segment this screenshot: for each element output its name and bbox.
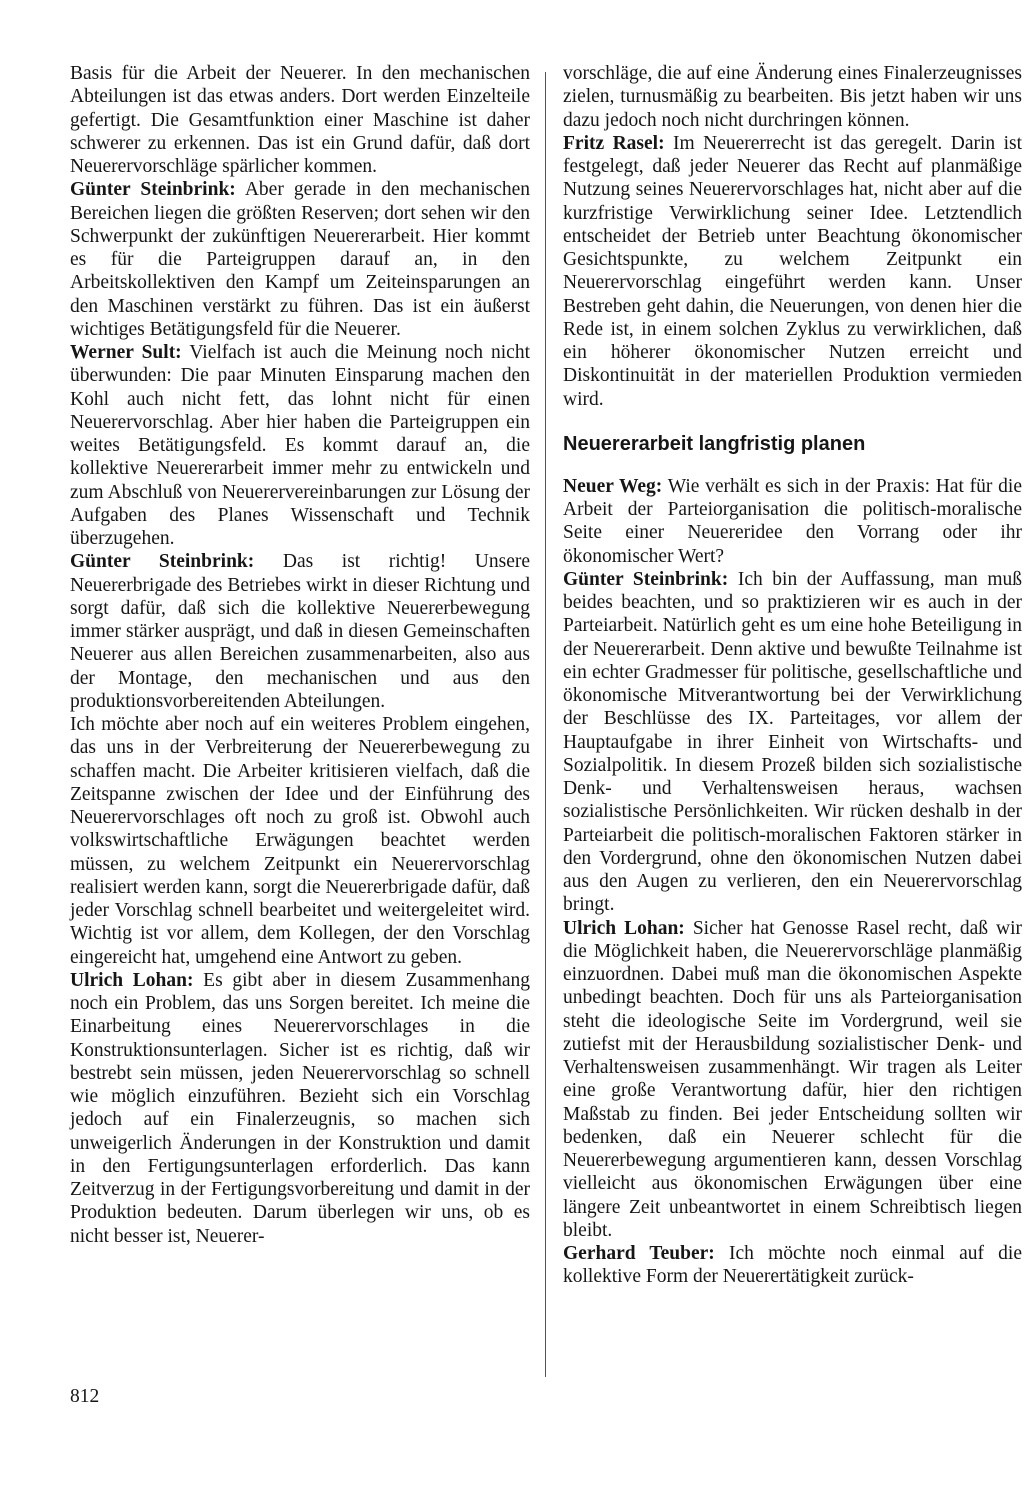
paragraph — [563, 917, 1022, 1243]
speaker-name: Ulrich Lohan: — [563, 917, 685, 939]
paragraph — [563, 132, 1022, 411]
paragraph-text: Es gibt aber in diesem Zusammenhang noch ein Problem, das uns Sorgen bereitet. Ich meine die Einarbeitung eines Neuerervorschlages in die Konstruktionsunterlagen. Sicher ist es richtig, daß wir bestrebt sein müssen, jeden Neuerervorschlag so schnell wie möglich einzuführen. Bezieht sich ein Vorschlag jedoch auf ein Finalerzeugnis, so machen sich unweigerlich Änderungen in der Konstruktion und damit in den Fertigungsunterlagen erforderlich. Das kann Zeitverzug in der Fertigungsvorbereitung und damit in der Produktion bedeuten. Darum überlegen wir uns, ob es nicht besser ist, Neuerer- — [70, 969, 531, 1247]
paragraph — [563, 62, 1022, 132]
speaker-name: Fritz Rasel: — [563, 132, 665, 154]
speaker-name: Werner Sult: — [70, 342, 182, 363]
paragraph — [563, 568, 1022, 917]
paragraph-text: Sicher hat Genosse Rasel recht, daß wir die Möglichkeit haben, die Neuerervorschläge planmäßig einzuordnen. Dabei muß man die ökonomischen Aspekte unbedingt beachten. Doch für uns als Parteiorganisation steht die ideologische Seite im Vordergrund, weil sie zutiefst mit der Herausbildung sozialistischer Denk- und Verhaltensweisen zusammenhängt. Wir tragen als Leiter eine große Verantwortung dafür, hier den richtigen Maßstab zu finden. Bei jeder Entscheidung sollten wir bedenken, daß ein Neuerer schlecht für die Neuererbewegung argumentieren kann, dessen Vorschlag vielleicht aus ökonomischen Erwägungen über eine längere Zeit unbeantwortet in einem Schreibtisch liegen bleibt. — [563, 917, 1023, 1241]
paragraph-text: Ich möchte aber noch auf ein weiteres Problem eingehen, das uns in der Verbreiterung der Neuererbewegung zu schaffen macht. Die Arbeiter kritisieren vielfach, daß die Zeitspanne zwischen der Idee und der Einführung des Neuerervorschlages oft noch zu groß ist. Obwohl auch volkswirtschaftliche Erwägungen beachtet werden müssen, zu welchem Zeitpunkt ein Neuerervorschlag realisiert werden kann, sorgt die Neuererbrigade dafür, daß jeder Vorschlag schnell bearbeitet und weitergeleitet wird. Wichtig ist vor allem, dem Kollegen, der den Vorschlag eingereicht hat, umgehend eine Antwort zu geben. — [70, 714, 530, 968]
paragraph — [70, 969, 530, 1248]
paragraph-text: vorschläge, die auf eine Änderung eines Finalerzeugnisses zielen, turnusmäßig zu bearbeiten. Bis jetzt haben wir uns dazu jedoch noch nicht durchringen können. — [563, 63, 1022, 131]
paragraph-text: Das ist richtig! Unsere Neuererbrigade des Betriebes wirkt in dieser Richtung und sorgt dafür, daß sich die kollektive Neuererbewegung immer stärker ausprägt, und daß in diesen Gemeinschaften Neuerer aus allen Bereichen zusammenarbeiten, also aus der Montage, den mechanischen und aus den produktionsvorbereitenden Abteilungen. — [70, 551, 530, 712]
paragraph — [70, 62, 530, 178]
column-divider — [545, 72, 546, 1377]
paragraph-text: Ich möchte noch einmal auf die kollektive Form der Neuerertätigkeit zurück- — [563, 1243, 1022, 1288]
paragraph — [70, 713, 530, 969]
right-column — [563, 62, 1022, 1289]
paragraph — [563, 1242, 1022, 1289]
paragraph — [70, 550, 530, 713]
paragraph-text: Ich bin der Auffassung, man muß beides beachten, und so praktizieren wir es auch in der Parteiarbeit. Natürlich geht es um eine hohe Beteiligung in der Neuererarbeit. Denn aktive und bewußte Teilnahme ist ein echter Gradmesser für politische, gesellschaftliche und ökonomische Mitverantwortung bei der Verwirklichung der Beschlüsse des IX. Parteitages, vor allem der Hauptaufgabe in ihrer Einheit von Wirtschafts- und Sozialpolitik. In diesem Prozeß bilden sich sozialistische Denk- und Verhaltensweisen heraus, wachsen sozialistische Persönlichkeiten. Wir rücken deshalb in der Parteiarbeit die politisch-moralischen Faktoren stärker in den Vordergrund, ohne den ökonomischen Nutzen dabei aus den Augen zu verlieren, den ein Neuerervorschlag bringt. — [563, 568, 1022, 916]
section-heading: Neuererarbeit langfristig planen — [563, 432, 866, 455]
paragraph-text: Aber gerade in den mechanischen Bereichen liegen die größten Reserven; dort sehen wir den Schwerpunkt der zukünftigen Neuererarbeit. Hier kommt es für die Parteigruppen darauf an, in den Arbeitskollektiven den Kampf um Zeiteinsparungen an den Maschinen verstärkt zu führen. Das ist ein äußerst wichtiges Betätigungsfeld für die Neuerer. — [70, 179, 531, 340]
speaker-name: Neuer Weg: — [563, 475, 663, 497]
speaker-name: Günter Steinbrink: — [70, 179, 236, 201]
paragraph-text: Wie verhält es sich in der Praxis: Hat für die Arbeit der Parteiorganisation die politisch-moralische Seite einer Neuereridee den Vorrang oder ihr ökonomischer Wert? — [563, 475, 1022, 567]
paragraph — [563, 475, 1022, 568]
speaker-name: Günter Steinbrink: — [563, 568, 729, 590]
paragraph — [70, 178, 530, 341]
paragraph — [70, 341, 530, 550]
paragraph-text: Vielfach ist auch die Meinung noch nicht überwunden: Die paar Minuten Einsparung machen den Kohl auch nicht fett, das lohnt nicht für einen Neuerervorschlag. Aber hier haben die Parteigruppen ein weites Betätigungsfeld. Es kommt darauf an, die kollektive Neuererarbeit immer mehr zu entwickeln und zum Abschluß von Neuerervereinbarungen zur Lösung der Aufgaben des Planes Wissenschaft und Technik überzugehen. — [70, 342, 530, 549]
speaker-name: Ulrich Lohan: — [70, 969, 194, 991]
paragraph-text: Im Neuererrecht ist das geregelt. Darin ist festgelegt, daß jeder Neuerer das Recht auf planmäßige Nutzung seines Neuerervorschlages hat, nicht aber auf die kurzfristige Verwirklichung seiner Idee. Letztendlich entscheidet der Betrieb unter Beachtung ökonomischer Gesichtspunkte, zu welchem Zeitpunkt ein Neuerervorschlag eingeführt werden kann. Unser Bestreben geht dahin, die Neuerungen, von denen hier die Rede ist, in einem solchen Zyklus zu verwirklichen, daß ein höherer ökonomischer Nutzen erreicht und Diskontinuität in der materiellen Produktion vermieden wird. — [563, 132, 1023, 410]
page-number: 812 — [70, 1386, 100, 1407]
left-column — [70, 62, 530, 1248]
paragraph-text: Basis für die Arbeit der Neuerer. In den mechanischen Abteilungen ist das etwas anders. Dort werden Einzelteile gefertigt. Die Gesamtfunktion einer Maschine ist daher schwerer zu erkennen. Das ist ein Grund dafür, daß dort Neuerervorschläge spärlicher kommen. — [70, 63, 530, 177]
speaker-name: Günter Steinbrink: — [70, 551, 255, 573]
speaker-name: Gerhard Teuber: — [563, 1243, 715, 1264]
